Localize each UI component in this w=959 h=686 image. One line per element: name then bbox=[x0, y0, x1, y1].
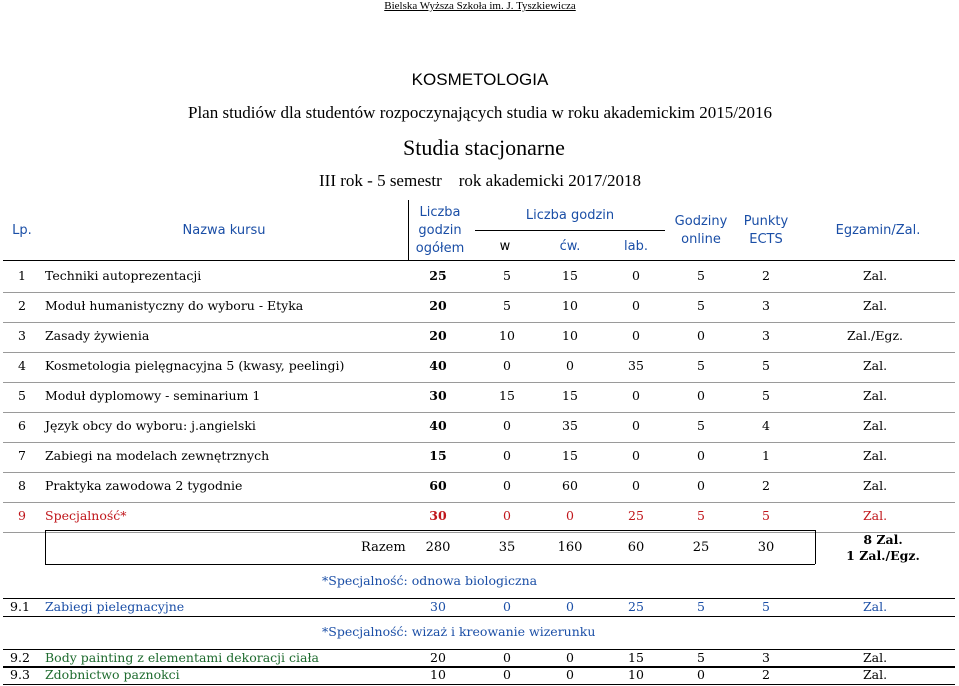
sum-exam-zal: 8 Zal. bbox=[863, 532, 903, 547]
sum-left-rule bbox=[45, 530, 46, 564]
row-online: 5 bbox=[697, 298, 705, 313]
row-exam: Zal. bbox=[862, 298, 888, 313]
header-col-divider bbox=[408, 200, 409, 260]
spec-row-lab: 15 bbox=[628, 650, 644, 665]
header-ects: Punkty ECTS bbox=[743, 214, 789, 247]
row-total: 20 bbox=[429, 298, 447, 313]
spec-row-w: 0 bbox=[503, 650, 511, 665]
row-w: 5 bbox=[503, 268, 511, 283]
row-w: 0 bbox=[503, 418, 511, 433]
header-w: w bbox=[499, 239, 511, 254]
row-online: 0 bbox=[697, 388, 705, 403]
row-cw: 0 bbox=[566, 508, 574, 523]
row-lp: 5 bbox=[18, 388, 26, 403]
row-course-name: Język obcy do wyboru: j.angielski bbox=[45, 418, 256, 433]
row-lab: 0 bbox=[632, 328, 640, 343]
row-total: 15 bbox=[429, 448, 447, 463]
row-course-name: Zabiegi na modelach zewnętrznych bbox=[45, 448, 270, 463]
row-lab: 0 bbox=[632, 418, 640, 433]
row-online: 0 bbox=[697, 328, 705, 343]
row-exam: Zal. bbox=[862, 508, 888, 523]
row-ects: 4 bbox=[762, 418, 770, 433]
spec-row-online: 5 bbox=[697, 599, 705, 614]
row-cw: 15 bbox=[562, 388, 578, 403]
row-cw: 15 bbox=[562, 268, 578, 283]
spec-row-online: 5 bbox=[697, 650, 705, 665]
header-lp: Lp. bbox=[12, 223, 32, 238]
sum-right-rule bbox=[815, 530, 816, 564]
row-exam: Zal. bbox=[862, 418, 888, 433]
spec-row-cw: 0 bbox=[566, 667, 574, 682]
row-total: 30 bbox=[429, 388, 447, 403]
row-cw: 15 bbox=[562, 448, 578, 463]
sum-ects: 30 bbox=[757, 540, 775, 555]
row-ects: 5 bbox=[762, 358, 770, 373]
spec-row-cw: 0 bbox=[566, 650, 574, 665]
header-lab: lab. bbox=[624, 239, 648, 254]
row-ects: 5 bbox=[762, 388, 770, 403]
row-online: 0 bbox=[697, 478, 705, 493]
header-total-hours: Liczba godzin ogółem bbox=[415, 205, 465, 256]
row-total: 20 bbox=[429, 328, 447, 343]
row-lp: 9 bbox=[18, 508, 26, 523]
spec-row-course-name: Zabiegi pielegnacyjne bbox=[45, 599, 185, 614]
spec-row-exam: Zal. bbox=[862, 650, 888, 665]
row-online: 5 bbox=[697, 418, 705, 433]
row-course-name: Moduł humanistyczny do wyboru - Etyka bbox=[45, 298, 304, 313]
row-lab: 0 bbox=[632, 388, 640, 403]
row-online: 5 bbox=[697, 508, 705, 523]
row-w: 5 bbox=[503, 298, 511, 313]
row-online: 5 bbox=[697, 358, 705, 373]
row-separator bbox=[3, 322, 955, 323]
row-w: 0 bbox=[503, 508, 511, 523]
row-online: 0 bbox=[697, 448, 705, 463]
row-separator bbox=[3, 532, 955, 533]
header-hours-group: Liczba godzin bbox=[525, 208, 615, 223]
row-lab: 25 bbox=[628, 508, 644, 523]
sum-label: Razem bbox=[361, 540, 406, 555]
spec-row-ects: 3 bbox=[762, 650, 770, 665]
university-name: Bielska Wyższa Szkoła im. J. Tyszkiewicza bbox=[384, 0, 576, 12]
page-title: KOSMETOLOGIA bbox=[411, 70, 549, 89]
sum-bottom-rule bbox=[45, 564, 815, 565]
row-course-name: Techniki autoprezentacji bbox=[45, 268, 202, 283]
year-line: III rok - 5 semestr rok akademicki 2017/2018 bbox=[319, 171, 641, 190]
spec-row-total: 30 bbox=[430, 599, 446, 614]
spec-row-ects: 2 bbox=[762, 667, 770, 682]
study-mode: Studia stacjonarne bbox=[403, 135, 565, 160]
row-lp: 8 bbox=[18, 478, 26, 493]
row-total: 40 bbox=[429, 418, 447, 433]
row-total: 25 bbox=[429, 268, 447, 283]
row-lp: 7 bbox=[18, 448, 26, 463]
row-lp: 1 bbox=[18, 268, 26, 283]
spec-row-lp: 9.1 bbox=[10, 599, 30, 614]
plan-subtitle: Plan studiów dla studentów rozpoczynających studia w roku akademickim 2015/2016 bbox=[187, 103, 773, 122]
row-w: 10 bbox=[499, 328, 515, 343]
row-cw: 35 bbox=[562, 418, 578, 433]
row-ects: 2 bbox=[762, 478, 770, 493]
spec-row-online: 0 bbox=[697, 667, 705, 682]
row-course-name: Moduł dyplomowy - seminarium 1 bbox=[45, 388, 261, 403]
row-exam: Zal. bbox=[862, 268, 888, 283]
spec-row-frame bbox=[3, 598, 955, 617]
row-lp: 4 bbox=[18, 358, 26, 373]
row-cw: 10 bbox=[562, 328, 578, 343]
row-course-name: Zasady żywienia bbox=[45, 328, 150, 343]
row-lab: 35 bbox=[628, 358, 644, 373]
spec-row-frame bbox=[3, 666, 955, 685]
row-ects: 5 bbox=[762, 508, 770, 523]
row-ects: 3 bbox=[762, 298, 770, 313]
row-lp: 6 bbox=[18, 418, 26, 433]
header-bottom-rule bbox=[3, 260, 955, 261]
spec-row-course-name: Zdobnictwo paznokci bbox=[45, 667, 180, 682]
row-separator bbox=[3, 442, 955, 443]
header-cw: ćw. bbox=[559, 239, 581, 254]
row-ects: 1 bbox=[762, 448, 770, 463]
row-separator bbox=[3, 292, 955, 293]
row-lp: 2 bbox=[18, 298, 26, 313]
spec-row-total: 10 bbox=[430, 667, 446, 682]
sum-total: 280 bbox=[425, 540, 451, 555]
sum-w: 35 bbox=[498, 540, 516, 555]
row-exam: Zal. bbox=[862, 478, 888, 493]
row-separator bbox=[3, 502, 955, 503]
spec-row-w: 0 bbox=[503, 667, 511, 682]
row-separator bbox=[3, 382, 955, 383]
row-separator bbox=[3, 412, 955, 413]
row-ects: 2 bbox=[762, 268, 770, 283]
row-course-name: Kosmetologia pielęgnacyjna 5 (kwasy, peelingi) bbox=[45, 358, 345, 373]
specialization-note-2: *Specjalność: wizaż i kreowanie wizerunku bbox=[322, 624, 596, 639]
spec-row-lab: 10 bbox=[628, 667, 644, 682]
spec-row-lp: 9.2 bbox=[10, 650, 30, 665]
spec-row-exam: Zal. bbox=[862, 667, 888, 682]
specialization-note-1: *Specjalność: odnowa biologiczna bbox=[322, 573, 538, 588]
row-separator bbox=[3, 472, 955, 473]
row-separator bbox=[3, 352, 955, 353]
sum-online: 25 bbox=[692, 540, 710, 555]
row-exam: Zal. bbox=[862, 358, 888, 373]
spec-row-total: 20 bbox=[430, 650, 446, 665]
row-w: 0 bbox=[503, 478, 511, 493]
row-lp: 3 bbox=[18, 328, 26, 343]
spec-row-lp: 9.3 bbox=[10, 667, 30, 682]
row-total: 40 bbox=[429, 358, 447, 373]
sum-exam-egz: 1 Zal./Egz. bbox=[846, 548, 920, 563]
row-total: 30 bbox=[429, 508, 447, 523]
row-lab: 0 bbox=[632, 298, 640, 313]
row-total: 60 bbox=[429, 478, 447, 493]
sum-lab: 60 bbox=[627, 540, 645, 555]
row-w: 0 bbox=[503, 358, 511, 373]
spec-row-lab: 25 bbox=[628, 599, 644, 614]
row-lab: 0 bbox=[632, 268, 640, 283]
row-exam: Zal. bbox=[862, 388, 888, 403]
row-ects: 3 bbox=[762, 328, 770, 343]
row-lab: 0 bbox=[632, 478, 640, 493]
header-subrule bbox=[475, 230, 665, 231]
row-cw: 0 bbox=[566, 358, 574, 373]
row-w: 15 bbox=[499, 388, 515, 403]
row-exam: Zal./Egz. bbox=[846, 328, 904, 343]
spec-row-ects: 5 bbox=[762, 599, 770, 614]
row-w: 0 bbox=[503, 448, 511, 463]
row-course-name: Praktyka zawodowa 2 tygodnie bbox=[45, 478, 243, 493]
row-lab: 0 bbox=[632, 448, 640, 463]
row-course-name: Specjalność* bbox=[45, 508, 127, 523]
header-course-name: Nazwa kursu bbox=[182, 223, 266, 238]
sum-top-rule bbox=[45, 530, 815, 531]
spec-row-w: 0 bbox=[503, 599, 511, 614]
header-exam: Egzamin/Zal. bbox=[835, 223, 921, 238]
row-exam: Zal. bbox=[862, 448, 888, 463]
sum-cw: 160 bbox=[557, 540, 583, 555]
spec-row-cw: 0 bbox=[566, 599, 574, 614]
spec-row-exam: Zal. bbox=[862, 599, 888, 614]
row-online: 5 bbox=[697, 268, 705, 283]
row-cw: 10 bbox=[562, 298, 578, 313]
header-online: Godziny online bbox=[674, 214, 728, 247]
row-cw: 60 bbox=[562, 478, 578, 493]
spec-row-course-name: Body painting z elementami dekoracji ciała bbox=[45, 650, 319, 665]
